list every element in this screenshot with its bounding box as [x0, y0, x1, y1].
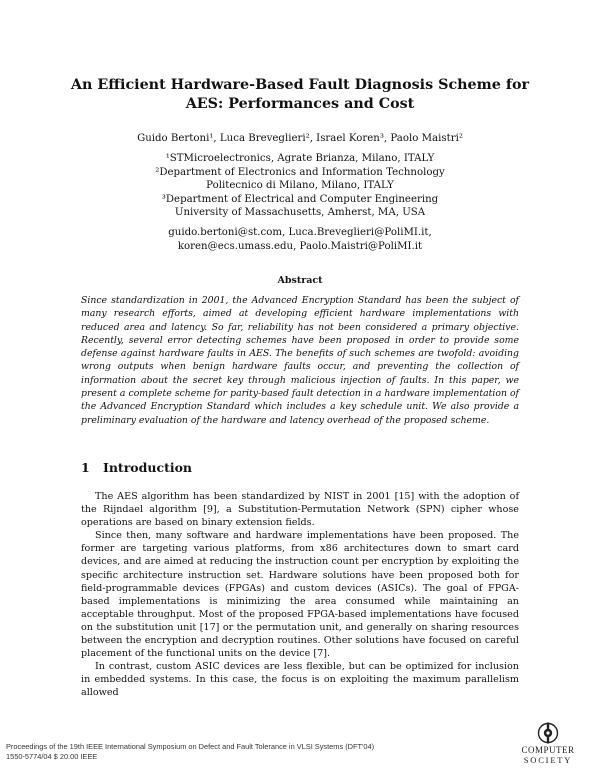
section-heading: [81, 460, 192, 475]
abstract-heading: Abstract: [277, 275, 323, 286]
logo-text-computer: COMPUTER: [521, 745, 575, 755]
author-emails: [60, 226, 540, 253]
affiliation-line: ³Department of Electrical and Computer Engineering: [161, 193, 439, 205]
affiliation-line: Politecnico di Milano, Milano, ITALY: [206, 180, 394, 191]
email-line: koren@ecs.umass.edu, Paolo.Maistri@PoliMI.it: [177, 240, 423, 252]
body-paragraph: The AES algorithm has been standardized by NIST in 2001 [15] with the adoption of the Rijndael algorithm [9], a Substitution-Permutation Network (SPN) cipher whose operations are based on binary extension fields.: [81, 491, 519, 529]
section-number: 1: [81, 460, 90, 475]
author-list: Guido Bertoni¹, Luca Breveglieri², Israel Koren³, Paolo Maistri²: [137, 133, 463, 144]
computer-society-logo: [505, 722, 591, 765]
footer-proceedings: Proceedings of the 19th IEEE International Symposium on Defect and Fault Tolerance in VLSI Systems (DFT'04): [6, 742, 375, 751]
affiliation-line: ²Department of Electronics and Information Technology: [155, 166, 445, 178]
affiliation-line: ¹STMicroelectronics, Agrate Brianza, Milano, ITALY: [165, 153, 435, 164]
body-paragraph: Since then, many software and hardware implementations have been proposed. The former are targeting various platforms, from x86 architectures down to smart card devices, and are aimed at reducing the instruction count per encryption by exploiting the specific architecture instruction set. Hardware solutions have been proposed both for field-programmable devices (FPGAs) and custom devices (ASICs). The goal of FPGA-based implementations is minimizing the area consumed while maintaining an acceptable throughput. Most of the proposed FPGA-based implementations have focused on the substitution unit [17] or the permutation unit, and generally on sharing resources between the encryption and decryption routines. Other solutions have focused on careful placement of the functional units on the device [7].: [81, 530, 519, 660]
logo-text-society: SOCIETY: [523, 755, 573, 765]
abstract-text: Since standardization in 2001, the Advanced Encryption Standard has been the subject of many research efforts, aimed at developing efficient hardware implementations with reduced area and latency. So far, reliability has not been considered a primary objective. Recently, several error detecting schemes have been proposed in order to provide some defense against hardware faults in AES. The benefits of such schemes are twofold: avoiding wrong outputs when benign hardware faults occur, and preventing the collection of information about the secret key through malicious injection of faults. In this paper, we present a complete scheme for parity-based fault detection in a hardware implementation of the Advanced Encryption Standard which includes a key schedule unit. We also provide a preliminary evaluation of the hardware and latency overhead of the proposed scheme.: [81, 295, 519, 426]
proceedings-footer: [6, 742, 374, 761]
paper-title: [60, 76, 540, 114]
body-paragraph: In contrast, custom ASIC devices are less flexible, but can be optimized for inclusion in embedded systems. In this case, the focus is on exploiting the maximum parallelism allowed: [81, 661, 519, 699]
computer-society-emblem-icon: [535, 722, 561, 744]
title-line-1: An Efficient Hardware-Based Fault Diagnosis Scheme for: [70, 77, 530, 93]
section-body: [81, 490, 519, 700]
affiliations: [60, 152, 540, 220]
section-title: Introduction: [103, 460, 193, 475]
affiliation-line: University of Massachusetts, Amherst, MA, USA: [174, 207, 426, 218]
email-line: guido.bertoni@st.com, Luca.Breveglieri@PoliMI.it,: [168, 227, 432, 238]
title-line-2: AES: Performances and Cost: [185, 96, 415, 112]
footer-issn: 1550-5774/04 $ 20.00 IEEE: [6, 751, 98, 761]
